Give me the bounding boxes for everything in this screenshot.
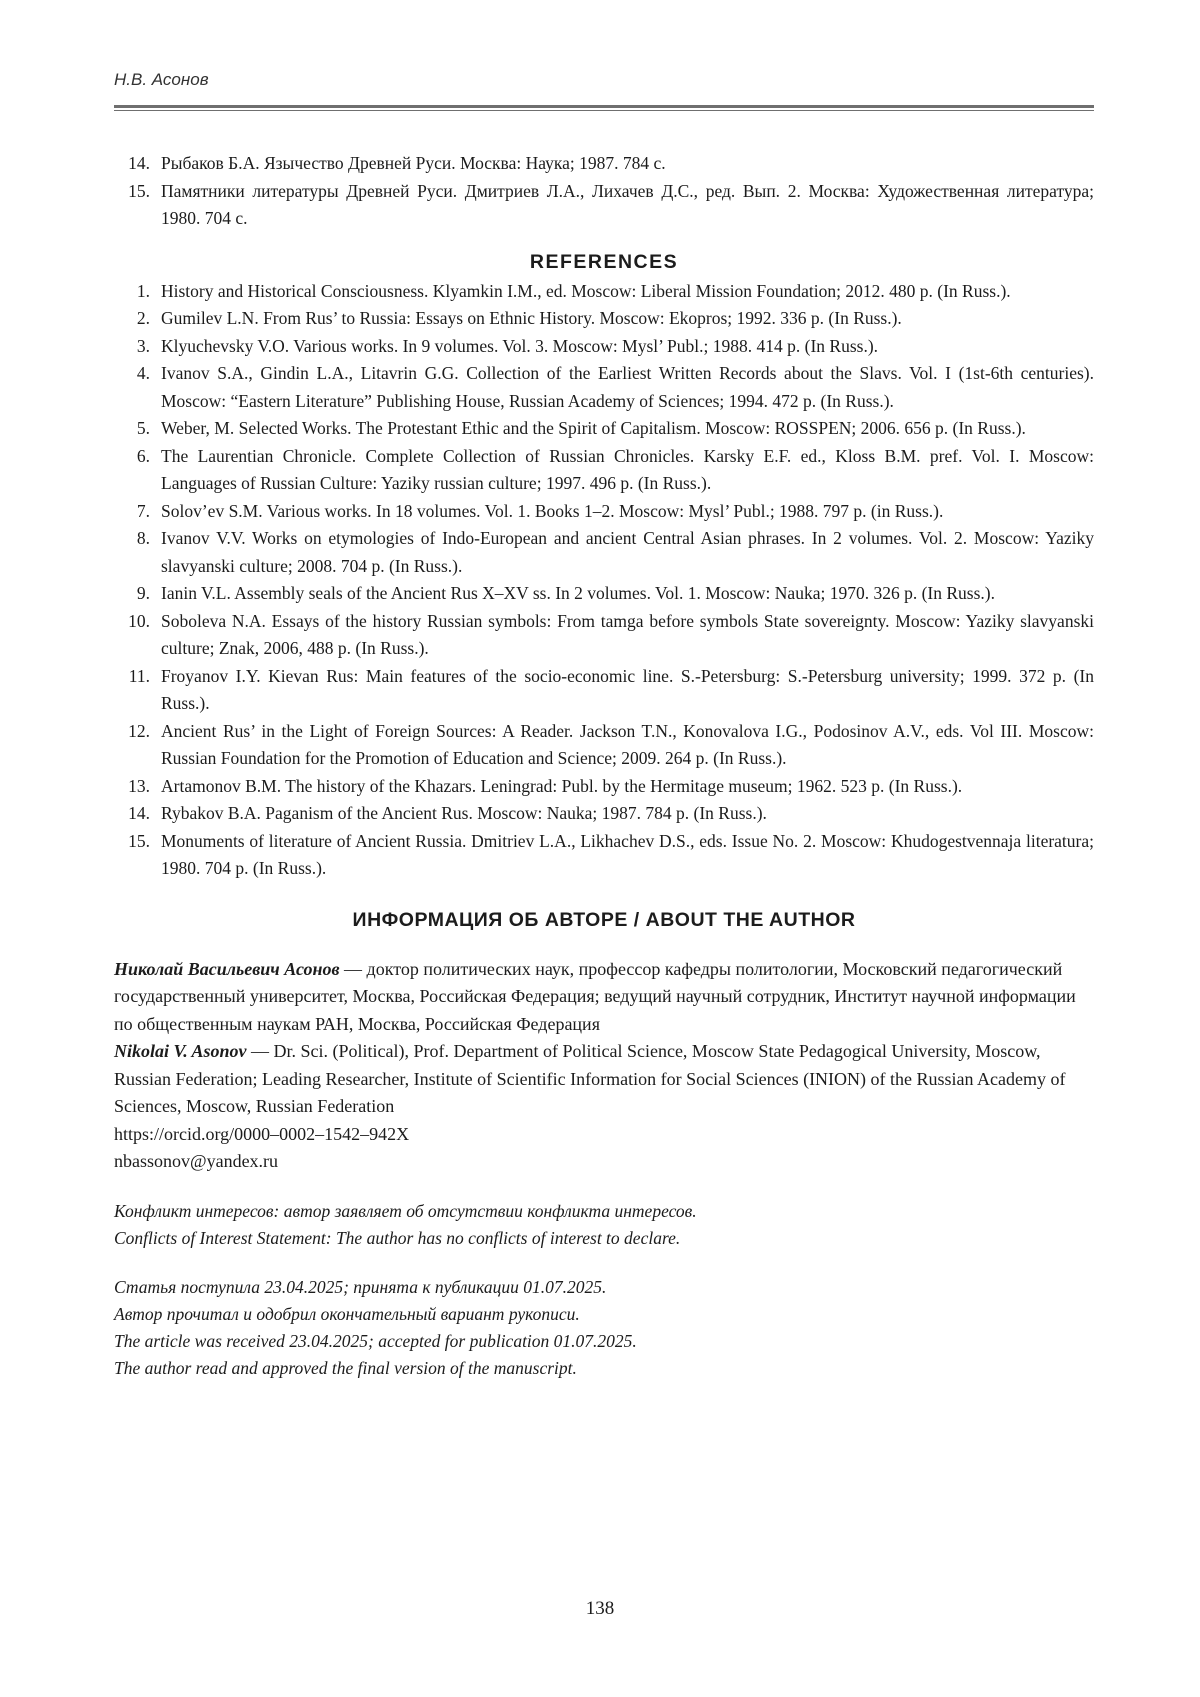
reference-number: 14. [128,153,150,173]
reference-number: 6. [136,445,150,466]
reference-text: The Laurentian Chronicle. Complete Collection of Russian Chronicles. Karsky E.F. ed., Kloss B.M. pref. Vol. I. Moscow: Languages of Russian Culture: Yaziky russian culture; 1997. 496 p. (In Russ.). [161,445,1094,493]
reference-number: 8. [136,528,150,548]
author-info [114,956,1094,1176]
author-info-ru [114,956,1094,1039]
references-list [114,278,1094,883]
reference-text: Рыбаков Б.А. Язычество Древней Руси. Москва: Наука; 1987. 784 с. [161,153,666,173]
reference-text: Solov’ev S.M. Various works. In 18 volumes. Vol. 1. Books 1–2. Moscow: Mysl’ Publ.; 1988. 797 p. (in Russ.). [161,500,944,521]
reference-item [114,498,1094,526]
header-rule-thick [114,105,1094,108]
reference-number: 4. [136,363,150,383]
reference-text: Ivanov V.V. Works on etymologies of Indo-European and ancient Central Asian phrases. In 2 volumes. Vol. 2. Moscow: Yaziky slavyanski culture; 2008. 704 p. (In Russ.). [161,528,1094,576]
reference-number: 14. [128,803,150,823]
reference-number: 5. [136,418,150,438]
reference-number: 10. [128,610,150,631]
reference-text: Froyanov I.Y. Kievan Rus: Main features of the socio-economic line. S.-Petersburg: S.-Petersburg university; 1999. 372 p. (In Russ.). [161,665,1094,713]
approved-en: The author read and approved the final version of the manuscript. [114,1357,577,1378]
reference-text: History and Historical Consciousness. Klyamkin I.M., ed. Moscow: Liberal Mission Foundation; 2012. 480 p. (In Russ.). [161,280,1011,301]
reference-number: 15. [128,180,150,201]
reference-item [114,305,1094,333]
reference-number: 15. [128,830,150,851]
conflicts-en: Conflicts of Interest Statement: The author has no conflicts of interest to declare. [114,1227,681,1248]
author-name-en: Nikolai V. Asonov [114,1041,247,1061]
reference-text: Artamonov B.M. The history of the Khazars. Leningrad: Publ. by the Hermitage museum; 1962. 523 p. (In Russ.). [161,775,963,796]
reference-item [114,773,1094,801]
reference-number: 11. [128,665,150,686]
reference-text: Rybakov B.A. Paganism of the Ancient Rus. Moscow: Nauka; 1987. 784 p. (In Russ.). [161,803,767,823]
reference-number: 1. [136,280,150,301]
page-content [114,150,1094,1382]
author-name-ru: Николай Васильевич Асонов [114,958,340,979]
reference-text: Ancient Rus’ in the Light of Foreign Sources: A Reader. Jackson T.N., Konovalova I.G., Podosinov A.V., eds. Vol III. Moscow: Russian Foundation for the Promotion of Education and Science; 2009. 264 p. (In Russ.). [161,720,1094,768]
reference-item [114,360,1094,415]
reference-item [114,828,1094,883]
reference-text: Weber, M. Selected Works. The Protestant Ethic and the Spirit of Capitalism. Moscow: ROSSPEN; 2006. 656 p. (In Russ.). [161,418,1026,438]
reference-number: 7. [136,500,150,521]
running-header: Н.В. Асонов [114,70,209,89]
approved-ru: Автор прочитал и одобрил окончательный вариант рукописи. [114,1303,580,1324]
author-affiliation-en: — Dr. Sci. (Political), Prof. Department of Political Science, Moscow State Pedagogical University, Moscow, Russian Federation; Leading Researcher, Institute of Scientific Information for Social Sciences (INION) of the Russian Academy of Sciences, Moscow, Russian Federation [114,1041,1066,1116]
reference-item [114,525,1094,580]
reference-item [114,415,1094,443]
about-author-heading: ИНФОРМАЦИЯ ОБ АВТОРЕ / ABOUT THE AUTHOR [352,908,856,931]
reference-item [114,800,1094,828]
email-link[interactable]: nbassonov@yandex.ru [114,1151,279,1171]
reference-number: 13. [128,775,150,796]
reference-text: Soboleva N.A. Essays of the history Russian symbols: From tamga before symbols State sovereignty. Moscow: Yaziky slavyanski culture; Znak, 2006, 488 p. (In Russ.). [161,610,1094,658]
reference-text: Klyuchevsky V.O. Various works. In 9 volumes. Vol. 3. Moscow: Mysl’ Publ.; 1988. 414 p. (In Russ.). [161,335,879,356]
reference-number: 2. [136,308,150,328]
reference-item [114,718,1094,773]
received-ru: Статья поступила 23.04.2025; принята к публикации 01.07.2025. [114,1276,607,1297]
reference-text: Monuments of literature of Ancient Russia. Dmitriev L.A., Likhachev D.S., eds. Issue No. 2. Moscow: Khudogestvennaja literatura; 1980. 704 p. (In Russ.). [161,830,1094,878]
reference-text: Памятники литературы Древней Руси. Дмитриев Л.А., Лихачев Д.С., ред. Вып. 2. Москва: Художественная литература; 1980. 704 с. [161,180,1094,228]
received-en: The article was received 23.04.2025; accepted for publication 01.07.2025. [114,1330,637,1351]
reference-number: 12. [128,720,150,741]
author-info-en [114,1038,1094,1121]
references-heading: REFERENCES [529,250,679,273]
reference-number: 3. [136,335,150,356]
reference-text: Ivanov S.A., Gindin L.A., Litavrin G.G. Collection of the Earliest Written Records about the Slavs. Vol. I (1st-6th centuries). Moscow: “Eastern Literature” Publishing House, Russian Academy of Sciences; 1994. 472 p. (In Russ.). [161,363,1094,411]
reference-item [114,443,1094,498]
reference-text: Ianin V.L. Assembly seals of the Ancient Rus X–XV ss. In 2 volumes. Vol. 1. Moscow: Nauka; 1970. 326 p. (In Russ.). [161,583,995,603]
reference-item [114,580,1094,608]
reference-item [114,333,1094,361]
reference-text: Gumilev L.N. From Rus’ to Russia: Essays on Ethnic History. Moscow: Ekopros; 1992. 336 p. (In Russ.). [161,308,902,328]
reference-item [114,278,1094,306]
orcid-link[interactable]: https://orcid.org/0000–0002–1542–942X [114,1123,410,1144]
article-dates [114,1274,1094,1382]
page-number: 138 [585,1598,615,1619]
header-rule-thin [114,110,1094,111]
reference-item [114,663,1094,718]
reference-item [114,608,1094,663]
reference-item [114,178,1094,233]
conflicts-statement [114,1198,1094,1252]
conflicts-ru: Конфликт интересов: автор заявляет об отсутствии конфликта интересов. [114,1200,697,1221]
reference-number: 9. [136,583,150,603]
author-affiliation-ru: — доктор политических наук, профессор кафедры политологии, Московский педагогический государственный университет, Москва, Российская Федерация; ведущий научный сотрудник, Институт научной информации по общественным наукам РАН, Москва, Российская Федерация [114,958,1076,1034]
reference-item [114,150,1094,178]
russian-reference-list [114,150,1094,233]
